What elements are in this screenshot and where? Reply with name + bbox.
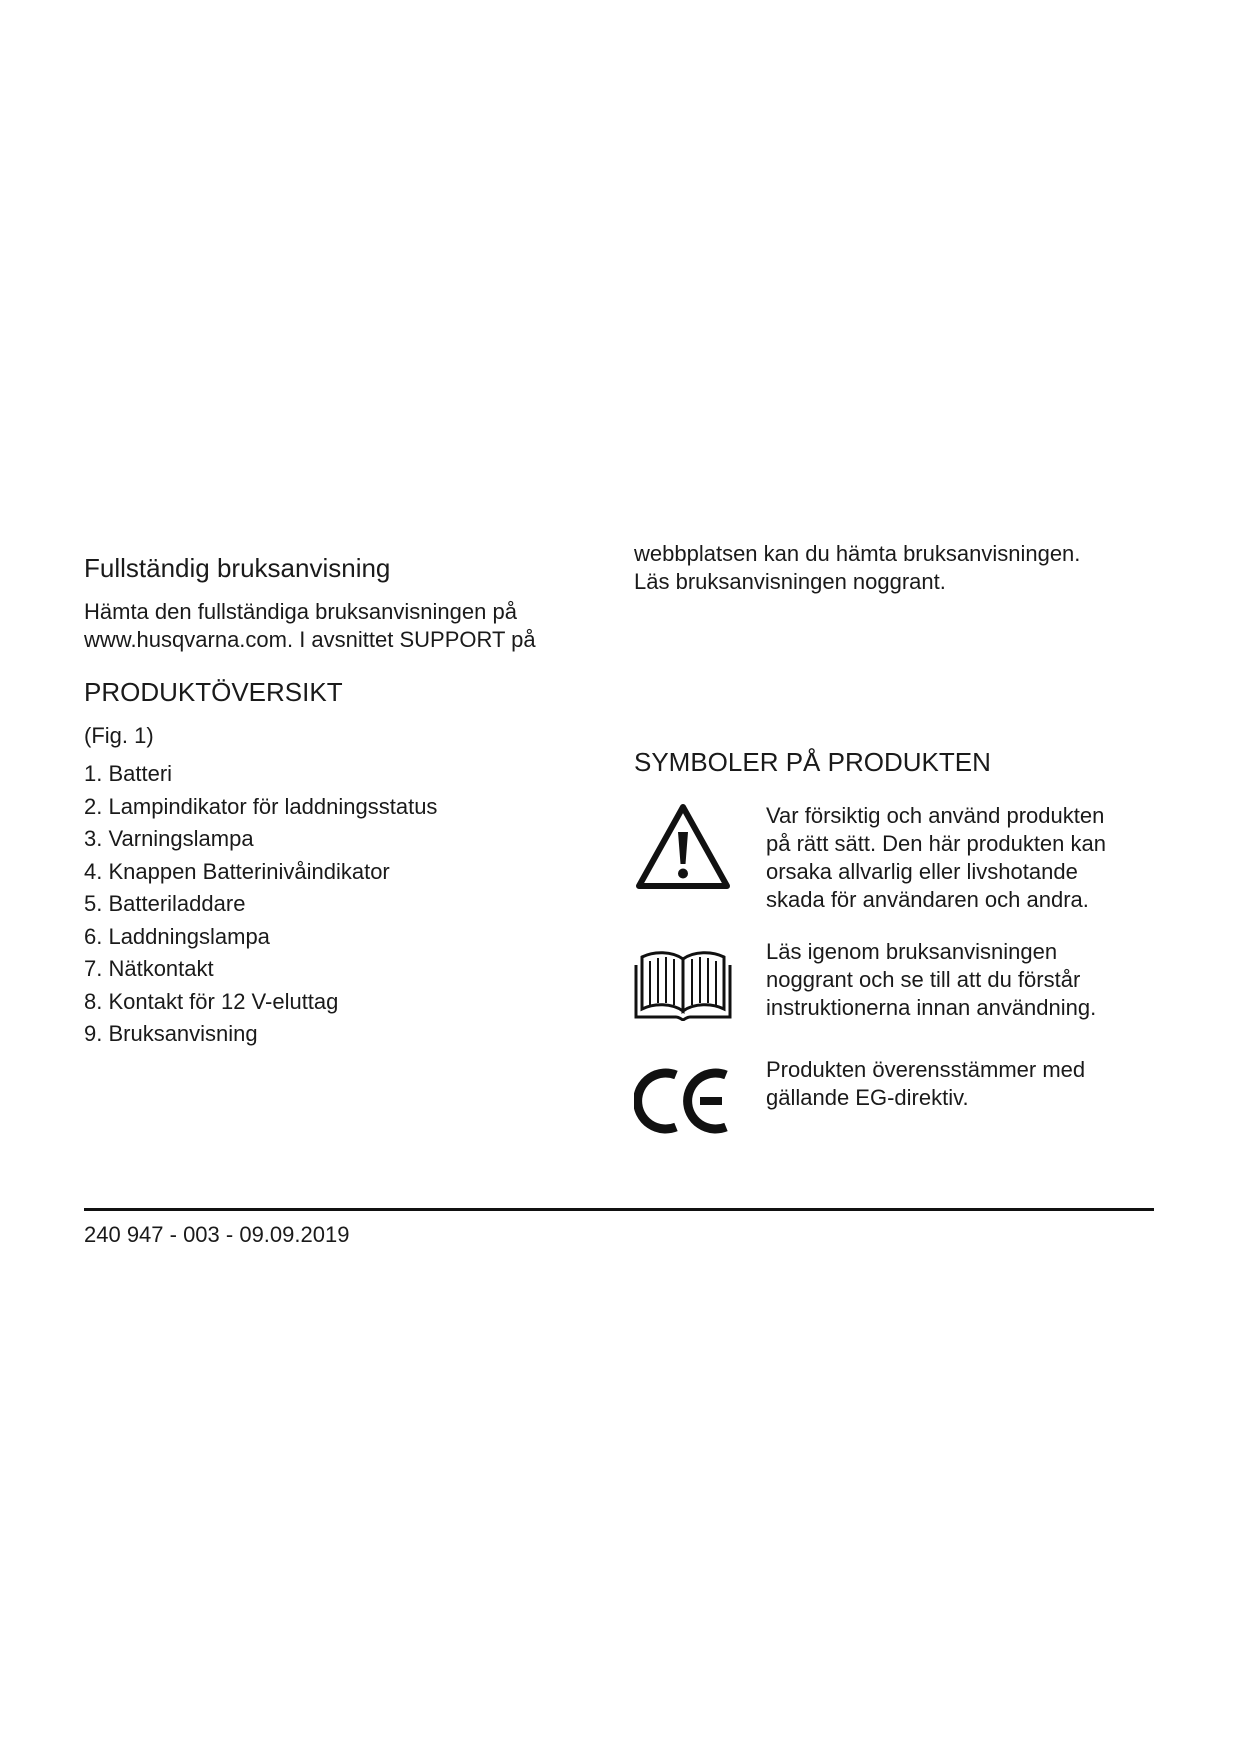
warning-triangle-icon <box>634 798 732 896</box>
list-item: 5. Batteriladdare <box>84 891 246 916</box>
list-item: 9. Bruksanvisning <box>84 1021 258 1046</box>
list-item: 7. Nätkontakt <box>84 956 214 981</box>
list-item: 1. Batteri <box>84 761 173 786</box>
symbol-row-manual <box>634 934 1174 1032</box>
symbol-description <box>766 934 1146 1022</box>
symbol-text-line: noggrant och se till att du förstår <box>766 967 1081 992</box>
full-manual-continued-line-2: Läs bruksanvisningen noggrant. <box>634 569 946 594</box>
ce-mark-icon <box>634 1052 732 1150</box>
symbol-text-line: skada för användaren och andra. <box>766 887 1089 912</box>
footer-divider <box>84 1208 1154 1211</box>
symbol-description <box>766 1052 1146 1112</box>
symbol-text-line: instruktionerna innan användning. <box>766 995 1097 1020</box>
list-item: 6. Laddningslampa <box>84 923 270 949</box>
parts-list <box>84 758 584 1051</box>
symbol-text-line: Läs igenom bruksanvisningen <box>766 939 1058 964</box>
full-manual-heading: Fullständig bruksanvisning <box>84 553 391 583</box>
right-column <box>634 540 1174 1170</box>
symbol-text-line: Produkten överensstämmer med <box>766 1057 1086 1082</box>
symbol-text-line: gällande EG-direktiv. <box>766 1085 969 1110</box>
list-item: 8. Kontakt för 12 V-eluttag <box>84 988 339 1014</box>
symbol-text-line: orsaka allvarlig eller livshotande <box>766 859 1078 884</box>
figure-reference: (Fig. 1) <box>84 723 154 748</box>
full-manual-text-line-2: www.husqvarna.com. I avsnittet SUPPORT på <box>84 627 536 652</box>
symbol-row-warning <box>634 798 1174 914</box>
open-book-icon <box>634 934 732 1032</box>
symbol-text-line: Var försiktig och använd produkten <box>766 803 1105 828</box>
symbol-row-ce <box>634 1052 1174 1150</box>
list-item: 2. Lampindikator för laddningsstatus <box>84 793 438 819</box>
list-item: 3. Varningslampa <box>84 826 254 851</box>
left-column <box>84 552 584 1051</box>
list-item: 4. Knappen Batterinivåindikator <box>84 858 390 884</box>
document-id: 240 947 - 003 - 09.09.2019 <box>84 1222 350 1247</box>
full-manual-text-line-1: Hämta den fullständiga bruksanvisningen på <box>84 599 517 624</box>
symbol-text-line: på rätt sätt. Den här produkten kan <box>766 831 1106 856</box>
product-overview-heading: PRODUKTÖVERSIKT <box>84 677 343 707</box>
symbol-description <box>766 798 1146 914</box>
full-manual-continued-line-1: webbplatsen kan du hämta bruksanvisningen. <box>634 541 1081 566</box>
symbols-heading: SYMBOLER PÅ PRODUKTEN <box>634 747 991 777</box>
